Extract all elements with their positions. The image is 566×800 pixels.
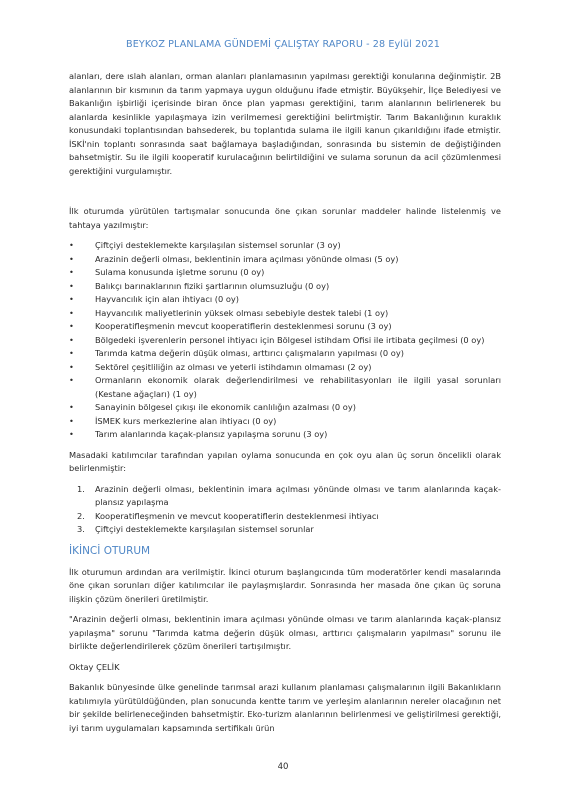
priority-number: 1. — [77, 483, 85, 494]
problem-item: • Hayvancılık maliyetlerinin yüksek olması sebebiyle destek talebi (1 oy) — [69, 307, 501, 321]
problem-item: • Tarımda katma değerin düşük olması, arttırıcı çalışmaların yapılması (0 oy) — [69, 347, 501, 361]
page-header: BEYKOZ PLANLAMA GÜNDEMİ ÇALIŞTAY RAPORU - 28 Eylül 2021 — [126, 39, 440, 50]
priority-list — [69, 483, 501, 537]
section-paragraph-1: İlk oturumun ardından ara verilmiştir. İkinci oturum başlangıcında tüm moderatörler kendi masalarında öne çıkan sorunları diğer katılımcılar ile paylaşmışlardır. Sonrasında her masada öne çıkan üç soruna ilişkin çözüm önerileri üretilmiştir. — [69, 566, 501, 604]
problem-item: • Balıkçı barınaklarının fiziki şartlarının olumsuzluğu (0 oy) — [69, 280, 501, 294]
problems-intro: İlk oturumda yürütülen tartışmalar sonucunda öne çıkan sorunlar maddeler halinde listelenmiş ve tahtaya yazılmıştır: — [69, 206, 501, 230]
problem-list — [69, 239, 501, 442]
page-number: 40 — [277, 762, 289, 772]
speaker-name: Oktay ÇELİK — [69, 661, 120, 672]
page-content — [69, 70, 501, 735]
problem-item: • Tarım alanlarında kaçak-plansız yapılaşma sorunu (3 oy) — [69, 428, 501, 442]
intro-paragraph: alanları, dere ıslah alanları, orman alanları planlamasının yapılması gerektiği konularına değinmiştir. 2B alanlarının bir kısmının da tarım yapmaya uygun olduğunu ifade etmiştir. Büyükşehir, İlçe Belediyesi ve Bakanlığın işbirliği içerisinde biran önce plan yapması gerektiğini, tarım alanlarının belirlenerek bu alanlarda kesinlikle yapılaşmaya izin verilmemesi gerektiğini belirtmiştir. Tarım Bakanlığının kuraklık konusundaki toplantısından bahsederek, bu toplantıda sulama ile ilgili kanun çıkarıldığını ifade etmiştir. İSKİ'nin toplantı sonrasında saat bağlamaya başladığından, sonrasında bu sistemin de değiştiğinden bahsetmiştir. Su ile ilgili kooperatif kurulacağının belirtildiğini ve sulama sorunun da acil çözümlenmesi gerektiğini vurgulamıştır. — [69, 71, 501, 176]
problem-item: • Hayvancılık için alan ihtiyacı (0 oy) — [69, 293, 501, 307]
problem-item: • İSMEK kurs merkezlerine alan ihtiyacı (0 oy) — [69, 415, 501, 429]
problem-item: • Bölgedeki işverenlerin personel ihtiyacı için Bölgesel istihdam Ofisi ile irtibata geçilmesi (0 oy) — [69, 334, 501, 348]
problem-item: • Arazinin değerli olması, beklentinin imara açılması yönünde olması (5 oy) — [69, 253, 501, 267]
problem-item: • Ormanların ekonomik olarak değerlendirilmesi ve rehabilitasyonları ile ilgili yasal sorunları (Kestane ağaçları) (1 oy) — [69, 374, 501, 401]
priority-number: 2. — [77, 510, 85, 521]
section-title: İKİNCİ OTURUM — [69, 544, 151, 557]
priority-text: Çiftçiyi desteklemekte karşılaşılan sistemsel sorunlar — [95, 524, 314, 534]
priority-text: Arazinin değerli olması, beklentinin imara açılması yönünde olması ve tarım alanlarında kaçak-plansız yapılaşma — [95, 483, 501, 507]
problem-item: • Sanayinin bölgesel çıkışı ile ekonomik canlılığın azalması (0 oy) — [69, 401, 501, 415]
problem-item: • Sulama konusunda işletme sorunu (0 oy) — [69, 266, 501, 280]
priority-item — [69, 510, 501, 524]
priority-number: 3. — [77, 524, 85, 534]
problem-item: • Sektörel çeşitliliğin az olması ve yeterli istihdamın olmaması (2 oy) — [69, 361, 501, 375]
priority-text: Kooperatifleşmenin ve mevcut kooperatiflerin desteklenmesi ihtiyacı — [95, 510, 379, 521]
priority-item — [69, 483, 501, 510]
priority-item — [69, 523, 501, 537]
speaker-paragraph: Bakanlık bünyesinde ülke genelinde tarımsal arazi kullanım planlaması çalışmalarının ilgili Bakanlıkların katılımıyla yürütüldüğünden, plan sonucunda kentte tarım ve yerleşim alanlarının nereler olacağının net bir şekilde belirleneceğinden bahsetmiştir. Eko-turizm alanlarının belirlenmesi ve geliştirilmesi gerektiği, iyi tarım uygulamaları kapsamında sertifikalı ürün — [69, 682, 501, 733]
problem-item: • Kooperatifleşmenin mevcut kooperatiflerin desteklenmesi sorunu (3 oy) — [69, 320, 501, 334]
priority-intro: Masadaki katılımcılar tarafından yapılan oylama sonucunda en çok oyu alan üç sorun öncelikli olarak belirlenmiştir: — [69, 449, 501, 473]
problem-item: • Çiftçiyi desteklemekte karşılaşılan sistemsel sorunlar (3 oy) — [69, 239, 501, 253]
section-paragraph-2: "Arazinin değerli olması, beklentinin imara açılması yönünde olması ve tarım alanlarında kaçak-plansız yapılaşma" sorunu "Tarımda katma değerin düşük olması, arttırıcı çalışmaların yapılması" sorunu ile birlikte değerlendirilerek çözüm önerileri tartışılmıştır. — [69, 614, 501, 651]
